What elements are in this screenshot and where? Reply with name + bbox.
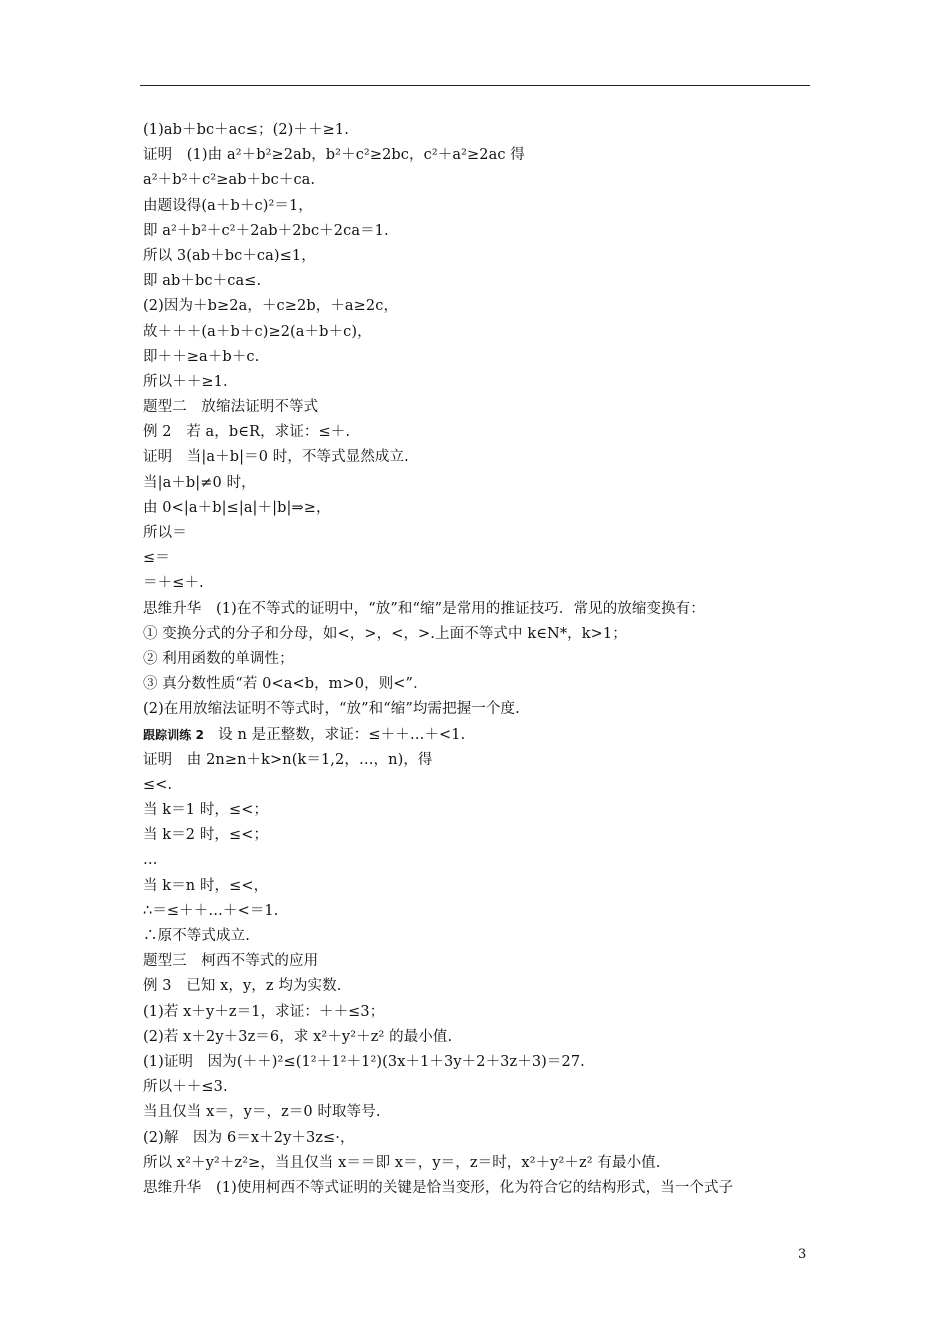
text-line: 当且仅当 x＝，y＝，z＝0 时取等号. <box>143 1104 381 1121</box>
exercise-tag: 跟踪训练 2 <box>143 727 205 742</box>
page-number: 3 <box>798 1247 807 1262</box>
example-heading: 例 3 已知 x，y，z 均为实数. <box>143 978 342 995</box>
text-line: ＝＋≤＋. <box>143 575 204 592</box>
text-line: 由题设得(a＋b＋c)²＝1， <box>143 197 313 214</box>
text-line: 当 k＝n 时，≤<， <box>143 877 269 894</box>
text-line: 故＋＋＋(a＋b＋c)≥2(a＋b＋c)， <box>143 323 372 340</box>
text-line: (2)在用放缩法证明不等式时，“放”和“缩”均需把握一个度. <box>143 701 520 718</box>
text-line: 即＋＋≥a＋b＋c. <box>143 348 260 365</box>
text-line: ① 变换分式的分子和分母，如<，>，<，>.上面不等式中 k∈N*，k>1； <box>143 625 627 642</box>
example-heading: 例 2 若 a，b∈R，求证：≤＋. <box>143 424 351 441</box>
summary-heading: 思维升华 (1)使用柯西不等式证明的关键是恰当变形，化为符合它的结构形式，当一个式子 <box>143 1179 734 1196</box>
text-line: (2)若 x＋2y＋3z＝6，求 x²＋y²＋z² 的最小值. <box>143 1028 453 1045</box>
exercise-text: 设 n 是正整数，求证：≤＋＋…＋<1. <box>218 726 466 743</box>
text-line: 所以＋＋≤3. <box>143 1079 228 1096</box>
section-heading: 题型二 放缩法证明不等式 <box>143 399 319 416</box>
text-line: 当|a＋b|≠0 时， <box>143 474 256 491</box>
text-line: (2)因为＋b≥2a，＋c≥2b，＋a≥2c， <box>143 298 399 315</box>
text-line: 证明 由 2n≥n＋k>n(k＝1,2，…，n)，得 <box>143 751 433 768</box>
text-line: 证明 当|a＋b|＝0 时，不等式显然成立. <box>143 449 409 466</box>
text-line: ∴原不等式成立. <box>143 928 250 944</box>
text-line: ② 利用函数的单调性； <box>143 650 294 667</box>
text-line: 由 0<|a＋b|≤|a|＋|b|⇒≥， <box>143 499 331 516</box>
text-line: a²＋b²＋c²≥ab＋bc＋ca. <box>143 172 316 189</box>
text-line: ③ 真分数性质“若 0<a<b，m>0，则<”． <box>143 676 428 693</box>
exercise-line <box>143 723 815 748</box>
text-line: ≤＝ <box>143 550 170 567</box>
document-body <box>143 118 815 1201</box>
text-line: 所以＋＋≥1. <box>143 373 228 390</box>
text-line: 即 a²＋b²＋c²＋2ab＋2bc＋2ca＝1. <box>143 222 389 239</box>
text-line: 所以 3(ab＋bc＋ca)≤1， <box>143 247 316 264</box>
text-line: (1)若 x＋y＋z＝1，求证：＋＋≤3； <box>143 1003 385 1020</box>
text-line: 当 k＝2 时，≤<； <box>143 827 269 844</box>
text-line: 所以 x²＋y²＋z²≥，当且仅当 x＝＝即 x＝，y＝，z＝时，x²＋y²＋z² 有最小值. <box>143 1154 661 1171</box>
text-line: (1)证明 因为(＋＋)²≤(1²＋1²＋1²)(3x＋1＋3y＋2＋3z＋3)＝27. <box>143 1053 585 1070</box>
text-line: 所以＝ <box>143 525 187 541</box>
text-line: (1)ab＋bc＋ac≤；(2)＋＋≥1. <box>143 122 349 138</box>
text-line: 证明 (1)由 a²＋b²≥2ab，b²＋c²≥2bc，c²＋a²≥2ac 得 <box>143 147 525 164</box>
header-rule <box>140 85 810 86</box>
text-line: … <box>143 852 158 869</box>
text-line: 当 k＝1 时，≤<； <box>143 802 269 819</box>
section-heading: 题型三 柯西不等式的应用 <box>143 953 319 970</box>
text-line: (2)解 因为 6＝x＋2y＋3z≤·， <box>143 1129 355 1146</box>
text-line: ∴＝≤＋＋…＋<＝1. <box>143 902 279 919</box>
text-line: 即 ab＋bc＋ca≤. <box>143 273 262 290</box>
text-line: ≤<. <box>143 776 173 793</box>
summary-heading: 思维升华 (1)在不等式的证明中，“放”和“缩”是常用的推证技巧．常见的放缩变换有： <box>143 600 705 617</box>
